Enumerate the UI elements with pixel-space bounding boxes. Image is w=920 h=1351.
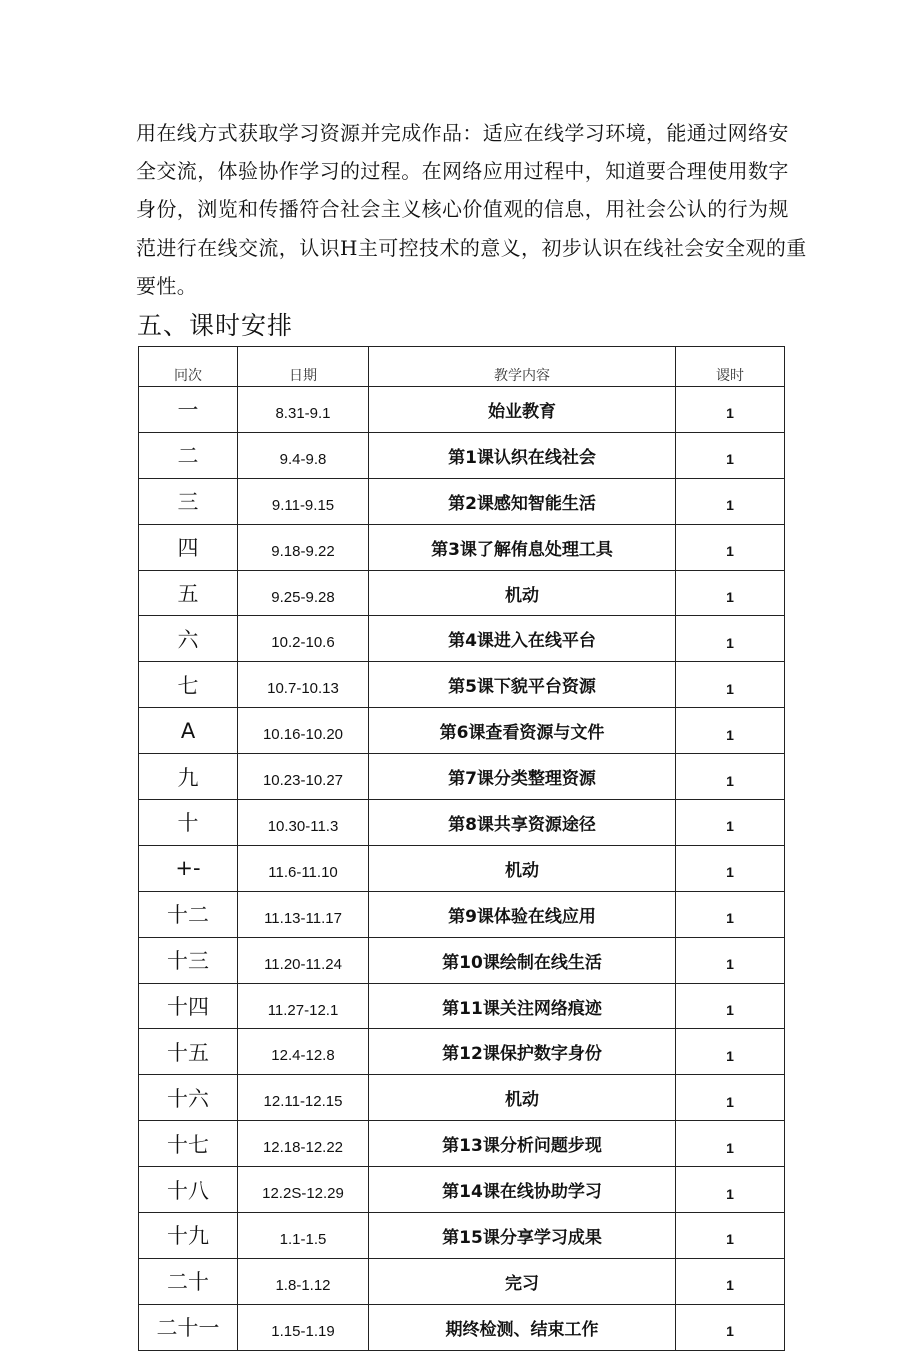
header-week: 冋次	[139, 347, 238, 387]
week-cell: 五	[139, 570, 238, 616]
topic-cell: 第4课进入在线平台	[369, 616, 676, 662]
week-cell: 一	[139, 387, 238, 433]
date-cell: 10.2-10.6	[238, 616, 369, 662]
date-cell: 9.4-9.8	[238, 432, 369, 478]
week-cell: 二十	[139, 1258, 238, 1304]
date-cell: 12.11-12.15	[238, 1075, 369, 1121]
topic-cell: 完习	[369, 1258, 676, 1304]
table-row	[139, 387, 785, 433]
hours-cell: 1	[676, 845, 785, 891]
table-row	[139, 1075, 785, 1121]
date-cell: 10.7-10.13	[238, 662, 369, 708]
week-cell: 十六	[139, 1075, 238, 1121]
week-cell: 九	[139, 754, 238, 800]
date-cell: 9.11-9.15	[238, 478, 369, 524]
week-cell: A	[139, 708, 238, 754]
date-cell: 11.20-11.24	[238, 937, 369, 983]
section-title: 五、课时安排	[137, 311, 294, 340]
date-cell: 1.8-1.12	[238, 1258, 369, 1304]
week-cell: 十五	[139, 1029, 238, 1075]
week-cell: 二	[139, 432, 238, 478]
week-cell: 十	[139, 800, 238, 846]
hours-cell: 1	[676, 1304, 785, 1350]
topic-cell: 第8课共享资源途径	[369, 800, 676, 846]
week-cell: 十八	[139, 1167, 238, 1213]
topic-cell: 第12课保护数字身份	[369, 1029, 676, 1075]
week-cell: 十二	[139, 891, 238, 937]
date-cell: 9.25-9.28	[238, 570, 369, 616]
date-cell: 10.16-10.20	[238, 708, 369, 754]
topic-cell: 第5课下貌平台资源	[369, 662, 676, 708]
hours-cell: 1	[676, 570, 785, 616]
topic-cell: 机动	[369, 1075, 676, 1121]
hours-cell: 1	[676, 1258, 785, 1304]
week-cell: 三	[139, 478, 238, 524]
topic-cell: 始业教育	[369, 387, 676, 433]
table-row	[139, 616, 785, 662]
hours-cell: 1	[676, 524, 785, 570]
topic-cell: 机动	[369, 570, 676, 616]
date-cell: 11.13-11.17	[238, 891, 369, 937]
table-header-row	[139, 347, 785, 387]
topic-cell: 第6课查看资源与文件	[369, 708, 676, 754]
hours-cell: 1	[676, 708, 785, 754]
date-cell: 1.1-1.5	[238, 1213, 369, 1259]
topic-cell: 第10课绘制在线生活	[369, 937, 676, 983]
topic-cell: 第14课在线协助学习	[369, 1167, 676, 1213]
table-row	[139, 1304, 785, 1350]
hours-cell: 1	[676, 1121, 785, 1167]
table-row	[139, 1258, 785, 1304]
topic-cell: 第15课分享学习成果	[369, 1213, 676, 1259]
header-topic: 教学内容	[369, 347, 676, 387]
date-cell: 1.15-1.19	[238, 1304, 369, 1350]
hours-cell: 1	[676, 662, 785, 708]
paragraph-line: 全交流，体验协作学习的过程。在网络应用过程中，知道要合理使用数字	[136, 159, 789, 184]
paragraph-line: 范进行在线交流，认识H主可控技术的意义，初步认识在线社会安全观的重	[136, 235, 807, 260]
hours-cell: 1	[676, 800, 785, 846]
table-row	[139, 983, 785, 1029]
hours-cell: 1	[676, 616, 785, 662]
week-cell: 七	[139, 662, 238, 708]
week-cell: 十九	[139, 1213, 238, 1259]
paragraph-line: 用在线方式获取学习资源并完成作品：适应在线学习环境，能通过网络安	[136, 121, 789, 145]
table-row	[139, 1213, 785, 1259]
hours-cell: 1	[676, 432, 785, 478]
hours-cell: 1	[676, 1075, 785, 1121]
table-row	[139, 524, 785, 570]
topic-cell: 期终检测、结束工作	[369, 1304, 676, 1350]
table-row	[139, 754, 785, 800]
hours-cell: 1	[676, 1167, 785, 1213]
schedule-table	[138, 346, 785, 1351]
topic-cell: 第1课认织在线社会	[369, 432, 676, 478]
date-cell: 12.18-12.22	[238, 1121, 369, 1167]
paragraph-line: 要性。	[136, 273, 198, 298]
date-cell: 12.4-12.8	[238, 1029, 369, 1075]
date-cell: 11.6-11.10	[238, 845, 369, 891]
table-row	[139, 891, 785, 937]
table-row	[139, 1029, 785, 1075]
topic-cell: 第7课分类整理资源	[369, 754, 676, 800]
date-cell: 10.30-11.3	[238, 800, 369, 846]
table-row	[139, 937, 785, 983]
hours-cell: 1	[676, 1213, 785, 1259]
topic-cell: 机动	[369, 845, 676, 891]
paragraph-line: 身份，浏览和传播符合社会主义核心价值观的信息，用社会公认的行为规	[136, 197, 789, 222]
table-row	[139, 1167, 785, 1213]
header-date: 日期	[238, 347, 369, 387]
week-cell: 六	[139, 616, 238, 662]
hours-cell: 1	[676, 891, 785, 937]
hours-cell: 1	[676, 1029, 785, 1075]
week-cell: 四	[139, 524, 238, 570]
week-cell: +-	[139, 845, 238, 891]
date-cell: 11.27-12.1	[238, 983, 369, 1029]
topic-cell: 第11课关注网络痕迹	[369, 983, 676, 1029]
table-row	[139, 662, 785, 708]
hours-cell: 1	[676, 478, 785, 524]
date-cell: 10.23-10.27	[238, 754, 369, 800]
date-cell: 12.2S-12.29	[238, 1167, 369, 1213]
table-row	[139, 432, 785, 478]
table-row	[139, 1121, 785, 1167]
week-cell: 十七	[139, 1121, 238, 1167]
topic-cell: 第13课分析问题步现	[369, 1121, 676, 1167]
table-row	[139, 800, 785, 846]
header-hours: 谡时	[676, 347, 785, 387]
week-cell: 十三	[139, 937, 238, 983]
topic-cell: 第9课体验在线应用	[369, 891, 676, 937]
week-cell: 二十一	[139, 1304, 238, 1350]
table-row	[139, 708, 785, 754]
topic-cell: 第2课感知智能生活	[369, 478, 676, 524]
table-row	[139, 570, 785, 616]
date-cell: 8.31-9.1	[238, 387, 369, 433]
table-row	[139, 478, 785, 524]
table-body	[139, 387, 785, 1351]
objectives-paragraph	[136, 114, 807, 305]
hours-cell: 1	[676, 983, 785, 1029]
topic-cell: 第3课了解侑息处理工具	[369, 524, 676, 570]
table-row	[139, 845, 785, 891]
hours-cell: 1	[676, 387, 785, 433]
week-cell: 十四	[139, 983, 238, 1029]
hours-cell: 1	[676, 937, 785, 983]
hours-cell: 1	[676, 754, 785, 800]
date-cell: 9.18-9.22	[238, 524, 369, 570]
